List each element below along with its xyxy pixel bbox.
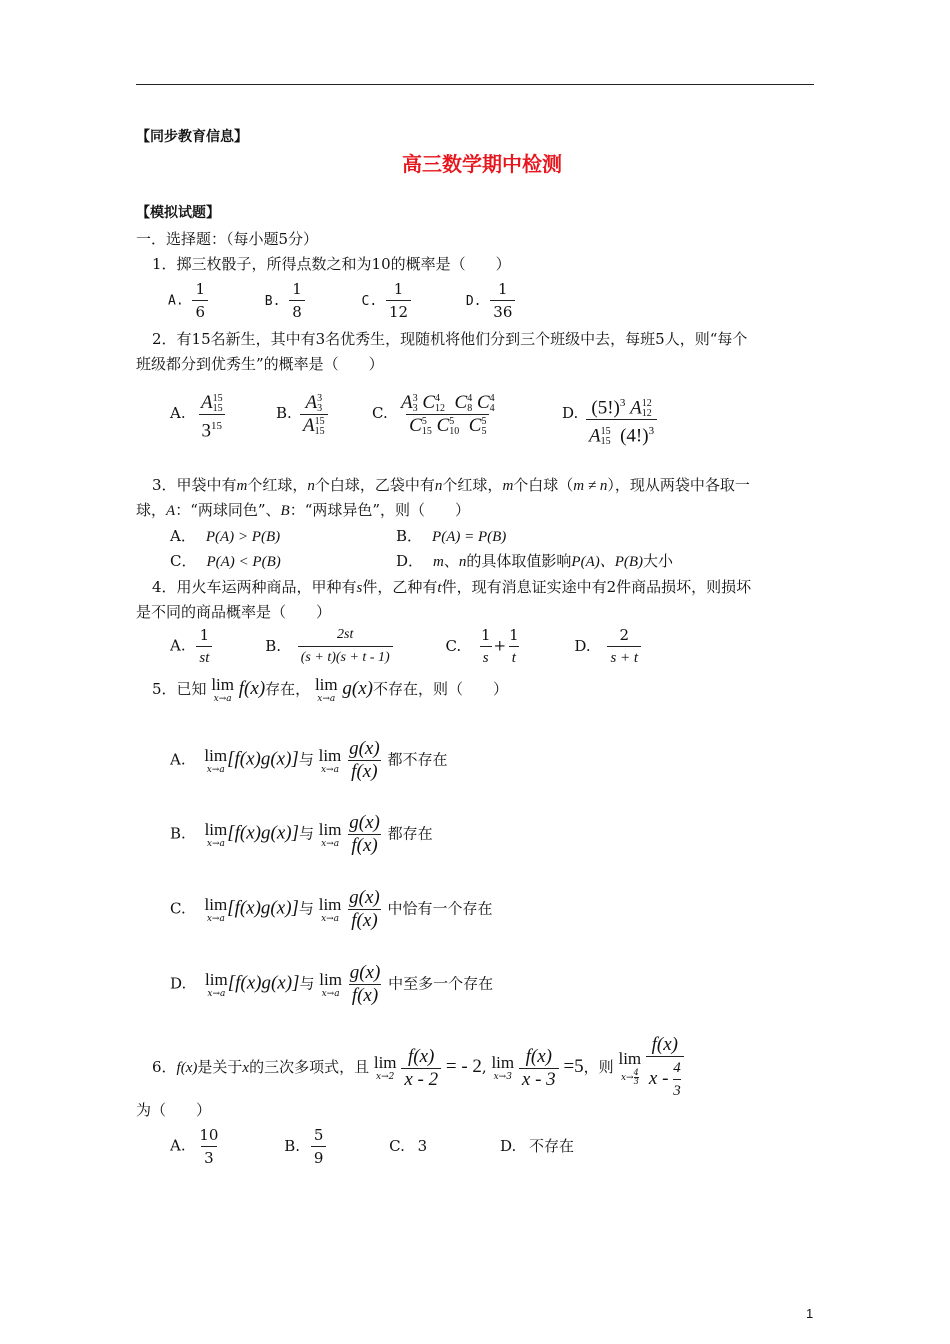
question-4-line2: 是不同的商品概率是（ ） [136, 603, 332, 621]
q6-option-d: 不存在 [529, 1136, 575, 1155]
q3-option-c: C． P(A) < P(B) [170, 552, 281, 570]
q6-option-c: 3 [417, 1136, 428, 1155]
q3-option-b: B． P(A) = P(B) [396, 527, 507, 545]
q6-options: A. $\frac{10}{3}$ B. $\frac{5}{9}$ C. 3 D. 不存在 [170, 1126, 575, 1167]
q5-option-c: C. lim x→a [f(x)g(x)]与 lim x→a $\frac{g(x)}{f(x)}$ 中恰有一个存在 [170, 887, 493, 931]
q4-option-c-frac1: $\frac{1}{s}$ [478, 624, 494, 669]
q4-options: A. $\frac{1}{st}$ B. $\frac{2st}{(s + t)(s + t - 1)}$ C. $\frac{1}{s}$ + $\frac{1}{t}$ D. $\frac{2}{s + t}$ [170, 624, 641, 669]
header-rule [136, 84, 814, 85]
q2-option-a-letter: A. [170, 404, 186, 422]
q2-option-a: A 15 15 $3^{15}$ [198, 392, 226, 442]
q2-option-b-letter: B. [276, 404, 292, 422]
q2-option-d: $(5!)^3$ A 12 12 A 15 15 $(4!)^3$ [586, 392, 657, 448]
q4-option-d: $\frac{2}{s + t}$ [607, 624, 641, 669]
question-5-stem: 5．已知 lim x→a f(x)存在， lim x→a g(x)不存在，则（ ） [152, 675, 509, 704]
page-title: 高三数学期中检测 [402, 152, 562, 176]
q1-option-d-letter: D. [465, 293, 482, 309]
q5-option-d: D. lim x→a [f(x)g(x)]与 lim x→a $\frac{g(x)}{f(x)}$ 中至多一个存在 [170, 962, 494, 1006]
q2-option-c: A 3 3 C 4 12 C 4 8 C 4 4 C 5 15 C 5 10 C 5 5 [401, 392, 495, 437]
question-3-line1: 3．甲袋中有m个红球，n个白球，乙袋中有n个红球，m个白球（m ≠ n），现从两袋中各取一 [152, 476, 750, 494]
q4-option-b: $\frac{2st}{(s + t)(s + t - 1)}$ [298, 624, 393, 669]
question-4-line1: 4．用火车运两种商品，甲种有s件，乙种有t件，现有消息证实途中有2件商品损坏，则损坏 [152, 578, 752, 596]
q6-option-a: $\frac{10}{3}$ [199, 1126, 219, 1167]
question-2-line2: 班级都分到优秀生”的概率是（ ） [136, 355, 384, 373]
question-6-line2: 为（ ） [136, 1101, 212, 1119]
q5-option-a: A. lim x→a [f(x)g(x)]与 lim x→a $\frac{g(x)}{f(x)}$ 都不存在 [170, 738, 448, 782]
question-2-line1: 2．有15名新生，其中有3名优秀生，现随机将他们分到三个班级中去，每班5人，则“每个 [152, 330, 748, 348]
q2-option-c-letter: C. [372, 404, 388, 422]
q1-option-b: $\frac{1}{8}$ [289, 278, 305, 323]
q6-option-b: $\frac{5}{9}$ [311, 1124, 327, 1169]
q4-option-a: $\frac{1}{st}$ [196, 624, 212, 669]
part-heading: 一．选择题：（每小题5分） [136, 230, 319, 248]
q3-option-a: A． P(A) > P(B) [170, 527, 281, 545]
q1-option-c: $\frac{1}{12}$ [386, 278, 411, 323]
page-number: 1 [806, 1306, 814, 1321]
q1-option-a-letter: A. [168, 293, 184, 309]
q2-option-b: A 3 3 A 15 15 [300, 392, 328, 437]
question-3-line2: 球，A：“两球同色”、B：“两球异色”，则（ ） [136, 501, 471, 519]
q1-option-c-letter: C. [361, 293, 378, 309]
q1-option-d: $\frac{1}{36}$ [490, 278, 515, 323]
q2-option-d-letter: D. [562, 404, 579, 422]
q4-option-c-frac2: $\frac{1}{t}$ [506, 624, 522, 669]
question-1: 1．掷三枚骰子，所得点数之和为10的概率是（ ） [152, 255, 511, 273]
q1-option-a: $\frac{1}{6}$ [192, 278, 208, 323]
section-subtitle: 【模拟试题】 [136, 205, 220, 221]
section-label: 【同步教育信息】 [136, 129, 248, 145]
q1-option-b-letter: B. [264, 293, 281, 309]
q3-option-d: D． m、n的具体取值影响P(A)、P(B)大小 [396, 552, 674, 570]
q1-options [168, 278, 515, 323]
question-6-stem: 6．f(x)是关于x的三次多项式，且 lim x→2 $\frac{f(x)}{x - 2}$ = - 2, lim x→3 $\frac{f(x)}{x - 3}$ =5，则 lim x→ $\frac{4}{3}$ f(x) x - $\frac{4}{3}$ [152, 1034, 684, 1102]
q5-option-b: B. lim x→a [f(x)g(x)]与 lim x→a $\frac{g(x)}{f(x)}$ 都存在 [170, 812, 433, 856]
